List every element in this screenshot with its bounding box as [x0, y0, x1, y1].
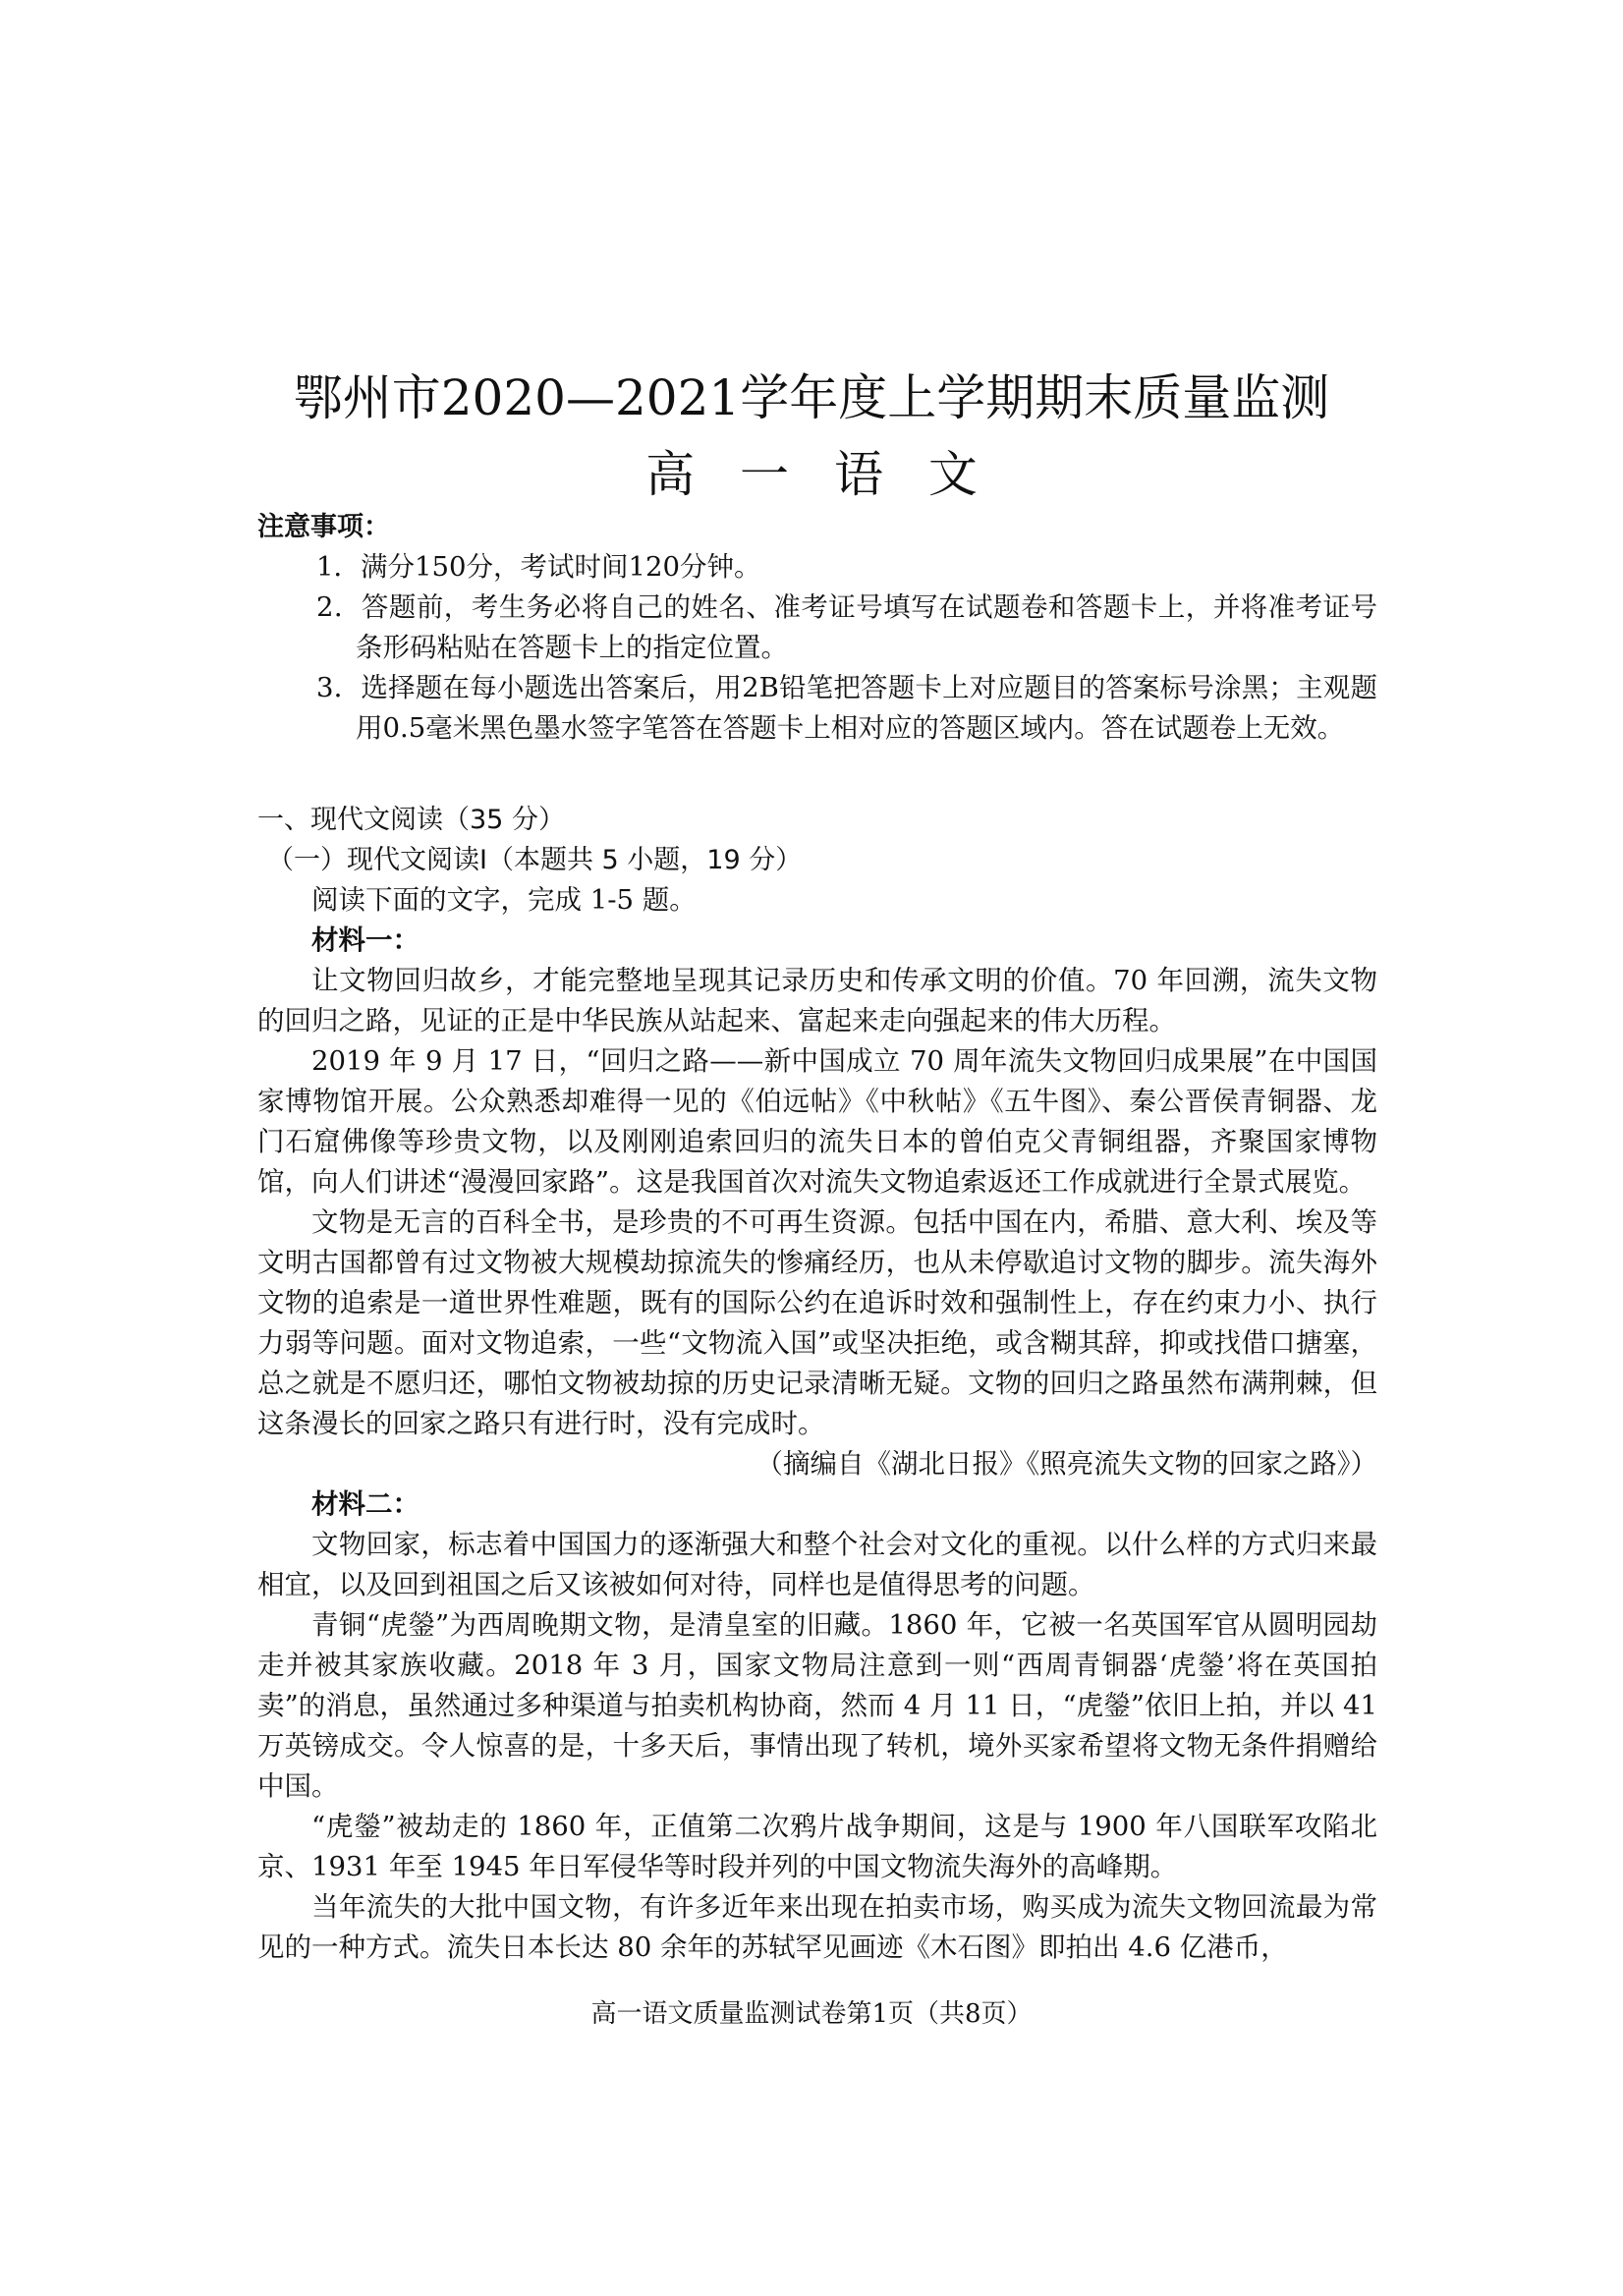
paragraph: 青铜“虎鎣”为西周晚期文物，是清皇室的旧藏。1860 年，它被一名英国军官从圆明园劫走并被其家族收藏。2018 年 3 月，国家文物局注意到一则“西周青铜器‘虎鎣’将在英国拍卖”的消息，虽然通过多种渠道与拍卖机构协商，然而 4 月 11 日，“虎鎣”依旧上拍，并以 41 万英镑成交。令人惊喜的是，十多天后，事情出现了转机，境外买家希望将文物无条件捐赠给中国。	[257, 1609, 1377, 1802]
notes-list	[257, 547, 1377, 749]
note-item: 2．答题前，考生务必将自己的姓名、准考证号填写在试题卷和答题卡上，并将准考证号条形码粘贴在答题卡上的指定位置。	[316, 591, 1377, 663]
material-label: 材料二：	[311, 1488, 420, 1520]
paragraph: 当年流失的大批中国文物，有许多近年来出现在拍卖市场，购买成为流失文物回流最为常见的一种方式。流失日本长达 80 余年的苏轼罕见画迹《木石图》即拍出 4.6 亿港币，	[257, 1891, 1377, 1963]
subsection-heading: （一）现代文阅读Ⅰ（本题共 5 小题，19 分）	[267, 845, 803, 875]
paragraph: “虎鎣”被劫走的 1860 年，正值第二次鸦片战争期间，这是与 1900 年八国联军攻陷北京、1931 年至 1945 年日军侵华等时段并列的中国文物流失海外的高峰期。	[257, 1811, 1377, 1882]
paragraph: 文物回家，标志着中国国力的逐渐强大和整个社会对文化的重视。以什么样的方式归来最相宜，以及回到祖国之后又该被如何对待，同样也是值得思考的问题。	[257, 1529, 1377, 1600]
material-label: 材料一：	[311, 924, 420, 956]
paragraph: 2019 年 9 月 17 日，“回归之路——新中国成立 70 周年流失文物回归成果展”在中国国家博物馆开展。公众熟悉却难得一见的《伯远帖》《中秋帖》《五牛图》、秦公晋侯青铜器、龙门石窟佛像等珍贵文物，以及刚刚追索回归的流失日本的曾伯克父青铜组器，齐聚国家博物馆，向人们讲述“漫漫回家路”。这是我国首次对流失文物追索返还工作成就进行全景式展览。	[257, 1045, 1377, 1198]
exam-subject: 高 一 语 文	[645, 446, 978, 503]
notes-heading: 注意事项：	[257, 512, 390, 542]
page-footer: 高一语文质量监测试卷第1页（共8页）	[590, 1999, 1033, 2029]
section-heading: 一、现代文阅读（35 分）	[257, 805, 565, 835]
page-content	[257, 507, 1377, 1968]
note-item: 3．选择题在每小题选出答案后，用2B铅笔把答题卡上对应题目的答案标号涂黑；主观题用0.5毫米黑色墨水签字笔答在答题卡上相对应的答题区域内。答在试题卷上无效。	[316, 672, 1377, 744]
paragraph: 让文物回归故乡，才能完整地呈现其记录历史和传承文明的价值。70 年回溯，流失文物的回归之路，见证的正是中华民族从站起来、富起来走向强起来的伟大历程。	[257, 965, 1377, 1036]
instruction: 阅读下面的文字，完成 1-5 题。	[311, 884, 697, 916]
note-item: 1．满分150分，考试时间120分钟。	[316, 551, 761, 583]
paragraph: 文物是无言的百科全书，是珍贵的不可再生资源。包括中国在内，希腊、意大利、埃及等文明古国都曾有过文物被大规模劫掠流失的惨痛经历，也从未停歇追讨文物的脚步。流失海外文物的追索是一道世界性难题，既有的国际公约在追诉时效和强制性上，存在约束力小、执行力弱等问题。面对文物追索，一些“文物流入国”或坚决拒绝，或含糊其辞，抑或找借口搪塞，总之就是不愿归还，哪怕文物被劫掠的历史记录清晰无疑。文物的回归之路虽然布满荆棘，但这条漫长的回家之路只有进行时，没有完成时。	[257, 1206, 1377, 1439]
source-citation: （摘编自《湖北日报》《照亮流失文物的回家之路》）	[756, 1448, 1377, 1480]
spacer	[257, 749, 1377, 800]
exam-title: 鄂州市2020—2021学年度上学期期末质量监测	[293, 369, 1330, 426]
